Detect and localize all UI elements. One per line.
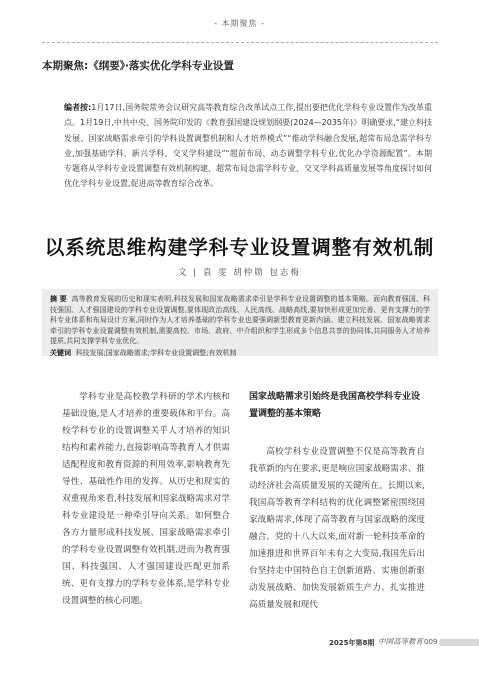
- abstract-text: 高等教育发展的历史和现实表明,科技发展和国家战略需求牵引是学科专业设置调整的基本策略。面向教育强国、科技强国、人才强国建设的学科专业设置调整,要体现政治高线、人民高线、战略高线,要加快形成更加完善、更有支撑力的学科专业体系和布局设计方案,同时作为人才培养基础的学科专业也要强调新型教育更新内涵。建立科技发展、国家战略需求牵引的学科专业设置调整有效机制,需要高校、市场、政府、中介组织和学生形成多个信息共享的协同体,共同服务人才培养提质,共同支撑学科专业优化。: [50, 295, 430, 346]
- section-heading: 国家战略需求引始终是我国高校学科专业设置调整的基本策略: [249, 392, 421, 419]
- abstract-label: 摘 要: [50, 295, 67, 303]
- focus-title: 本期聚焦:《纲要》·落实优化学科专业设置: [42, 60, 234, 72]
- keywords-label: 关键词: [50, 348, 71, 357]
- keywords-text: 科技发展;国家战略需求;学科专业设置调整;有效机制: [75, 348, 237, 357]
- body-right-column: 高校学科专业设置调整不仅是高等教育自我革新的内在要求,更是响应国家战略需求、推动经济社会高质量发展的关键所在。长期以来,我国高等教育学科结构的优化调整紧密围绕国家战略需求,体现了高等教育与国家战略的深度融合。党的十八大以来,面对新一轮科技革命的加速推进和世界百年未有之大变局,我国先后出台坚持走中国特色自主创新道路、实施创新驱动发展战略、加快发展新质生产力、扎实推进高质量发展和现代: [249, 447, 425, 610]
- editor-note-text: 1月17日,国务院常务会议研究高等教育综合改革试点工作,提出要把优化学科专业设置作为改革重点。1月19日,中共中央、国务院印发的《教育强国建设规划纲要(2024—2035年)》明确要求,“建立科技发展、国家战略需求牵引的学科设置调整机制和人才培养模式”“推动学科融合发展,超常布局急需学科专业,加强基础学科、新兴学科、交叉学科建设”“超前布局、动态调整学科专业,优化办学资源配置”。本期专题将从学科专业设置调整有效机制构建、超常布局急需学科专业、交叉学科高质量发展等角度探讨如何优化学科专业设置,促进高等教育综合改革。: [64, 103, 432, 189]
- editor-note: [64, 100, 432, 192]
- page-number: 009: [424, 638, 438, 646]
- body-left-column: 学科专业是高校教学科研的学术内核和基础设施,是人才培养的重要载体和平台。高校学科专业的设置调整关乎人才培养的知识结构和素养能力,直接影响高等教育人才供需适配程度和教育资源的利用效率,影响教育先导性、基础性作用的发挥。从历史和现实的双重视角来看,科技发展和国家战略需求对学科专业建设是一种牵引导向关系。如何整合各方力量形成科技发展、国家战略需求牵引的学科专业设置调整有效机制,进而为教育强国、科技强国、人才强国建设匹配更加系统、更有支撑力的学科专业体系,是学科专业设置调整的核心问题。: [62, 392, 230, 606]
- abstract: [50, 294, 430, 347]
- footer-issue: 2025年第8期: [329, 639, 375, 647]
- section-label: - 本期聚焦 -: [214, 19, 265, 28]
- footer-bar: [440, 639, 479, 646]
- footer-journal: 中国高等教育: [378, 637, 423, 646]
- abstract-box: [42, 289, 438, 356]
- article-authors: 文 | 袁 雯 胡仲勋 包志梅: [178, 268, 301, 278]
- keywords: [50, 348, 430, 359]
- article-title: 以系统思维构建学科专业设置调整有效机制: [44, 236, 435, 259]
- editor-note-label: 编者按:: [64, 103, 92, 112]
- header-divider: [42, 42, 438, 43]
